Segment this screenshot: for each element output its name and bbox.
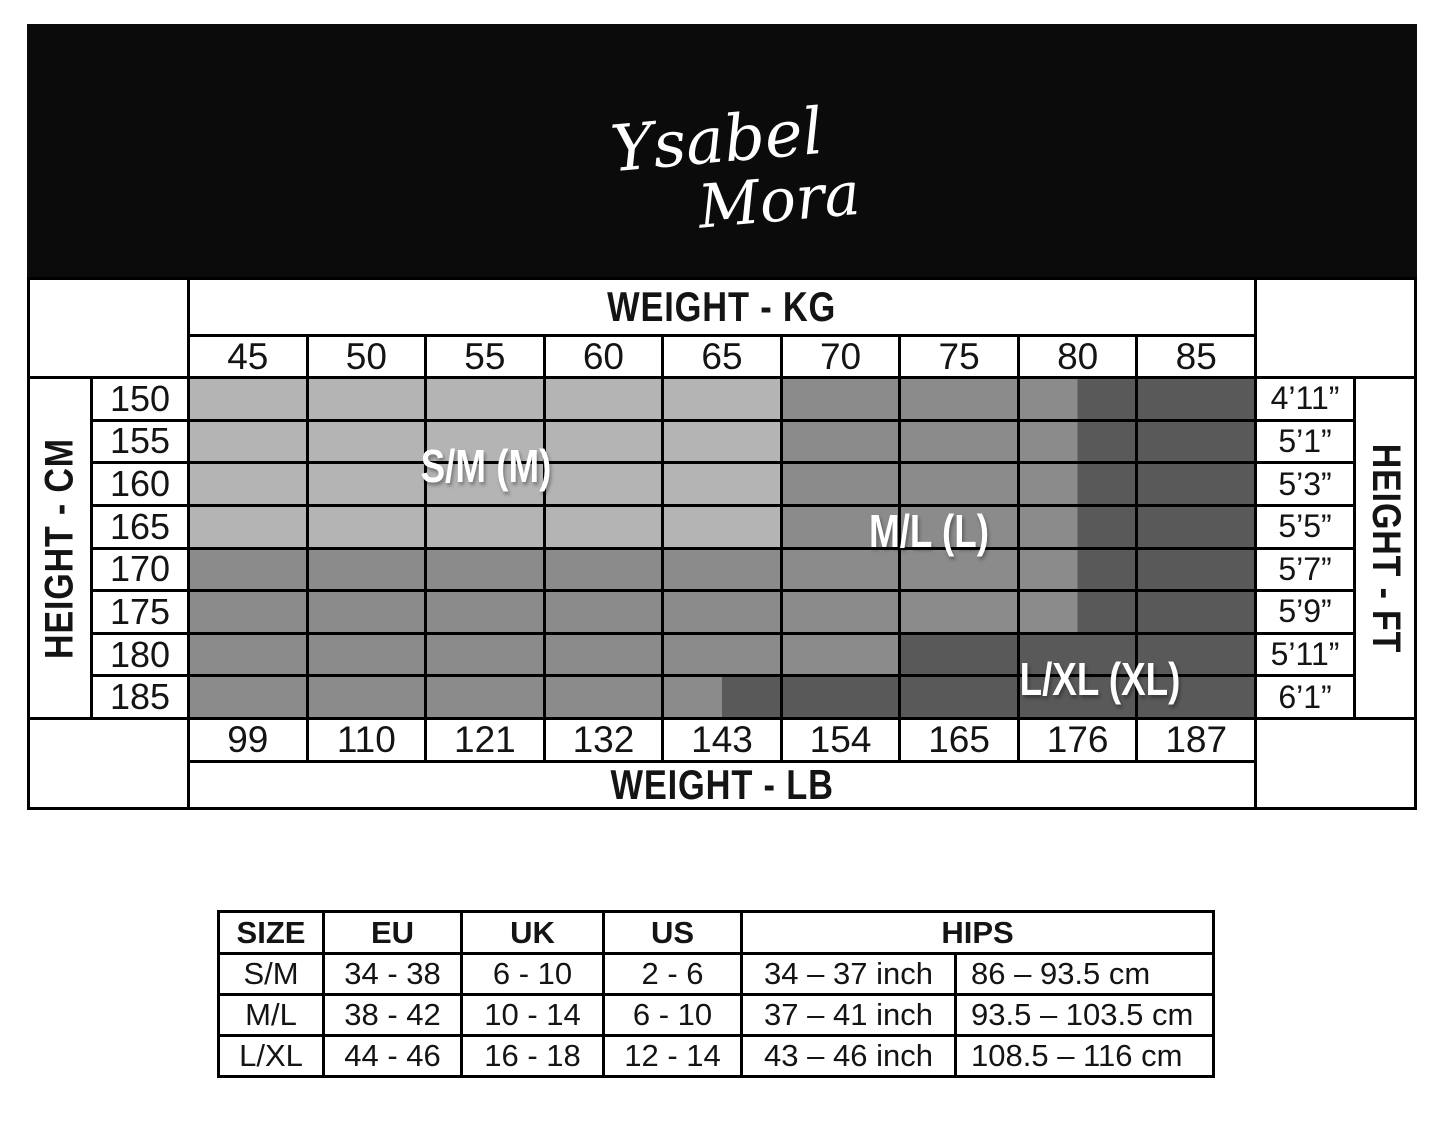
size-cell <box>190 677 306 717</box>
height-cm-tick: 155 <box>93 422 187 462</box>
size-cell <box>190 464 306 504</box>
us-value: 2 - 6 <box>605 955 740 993</box>
size-cell <box>309 422 425 462</box>
weight-kg-header-label: WEIGHT - KG <box>607 283 837 330</box>
weight-lb-tick: 110 <box>309 720 425 760</box>
size-cell <box>664 635 780 675</box>
size-cell <box>546 422 662 462</box>
size-cell <box>427 507 543 547</box>
size-cell <box>783 422 899 462</box>
brand-logo <box>607 80 967 250</box>
uk-value: 10 - 14 <box>463 996 602 1034</box>
weight-kg-tick: 65 <box>664 337 780 376</box>
weight-kg-tick: 75 <box>901 337 1017 376</box>
height-ft-header-label: HEIGHT - FT <box>1363 443 1408 653</box>
logo-line2: Mora <box>695 158 863 243</box>
eu-value: 38 - 42 <box>325 996 460 1034</box>
hips-inch-value: 43 – 46 inch <box>743 1037 954 1075</box>
size-cell <box>190 507 306 547</box>
weight-lb-tick: 132 <box>546 720 662 760</box>
weight-lb-tick: 154 <box>783 720 899 760</box>
size-cell <box>1138 507 1254 547</box>
size-cell <box>1020 507 1136 547</box>
size-cell <box>783 635 899 675</box>
size-cell <box>546 507 662 547</box>
weight-lb-tick: 143 <box>664 720 780 760</box>
weight-kg-tick: 85 <box>1138 337 1254 376</box>
size-cell <box>1020 379 1136 419</box>
weight-kg-tick: 50 <box>309 337 425 376</box>
size-cell <box>783 592 899 632</box>
size-cell <box>664 464 780 504</box>
size-grid <box>27 277 1417 810</box>
size-cell <box>664 550 780 590</box>
weight-lb-tick: 187 <box>1138 720 1254 760</box>
corner-cell-top-left <box>30 280 187 376</box>
size-cell <box>1020 550 1136 590</box>
size-cell <box>1020 592 1136 632</box>
size-cell <box>1020 464 1136 504</box>
region-label-sm: S/M (M) <box>420 440 552 492</box>
size-cell <box>901 379 1017 419</box>
height-ft-tick: 4’11” <box>1257 379 1353 419</box>
height-ft-tick: 5’1” <box>1257 422 1353 462</box>
size-cell <box>427 550 543 590</box>
logo-line1: Ysabel <box>607 94 827 188</box>
size-cell <box>427 592 543 632</box>
size-cell <box>190 635 306 675</box>
size-cell <box>309 507 425 547</box>
hips-cm-value: 93.5 – 103.5 cm <box>957 996 1212 1034</box>
weight-lb-tick: 121 <box>427 720 543 760</box>
size-cell <box>1020 422 1136 462</box>
col-header-uk: UK <box>463 913 602 952</box>
height-ft-header <box>1356 379 1414 717</box>
size-cell <box>427 379 543 419</box>
height-ft-tick: 5’3” <box>1257 464 1353 504</box>
size-cell <box>901 422 1017 462</box>
weight-lb-tick: 165 <box>901 720 1017 760</box>
size-cell <box>901 635 1017 675</box>
size-cell <box>1138 379 1254 419</box>
us-value: 6 - 10 <box>605 996 740 1034</box>
size-cell <box>190 379 306 419</box>
size-cell <box>546 550 662 590</box>
height-ft-tick: 5’9” <box>1257 592 1353 632</box>
size-cell <box>427 635 543 675</box>
size-cell <box>664 507 780 547</box>
corner-cell-bottom-right <box>1257 720 1414 807</box>
size-cell <box>309 464 425 504</box>
hips-cm-value: 86 – 93.5 cm <box>957 955 1212 993</box>
eu-value: 44 - 46 <box>325 1037 460 1075</box>
weight-kg-tick: 70 <box>783 337 899 376</box>
size-cell <box>1138 592 1254 632</box>
size-cell <box>783 379 899 419</box>
size-value: M/L <box>220 996 322 1034</box>
size-cell <box>309 677 425 717</box>
weight-lb-tick: 176 <box>1020 720 1136 760</box>
col-header-eu: EU <box>325 913 460 952</box>
hips-cm-value: 108.5 – 116 cm <box>957 1037 1212 1075</box>
height-cm-header-label: HEIGHT - CM <box>37 437 82 659</box>
height-cm-tick: 150 <box>93 379 187 419</box>
conversion-table <box>217 910 1215 1078</box>
size-cell <box>783 464 899 504</box>
weight-kg-header <box>190 280 1254 334</box>
region-label-ml: M/L (L) <box>869 505 989 557</box>
size-cell <box>901 464 1017 504</box>
height-cm-header <box>30 379 90 717</box>
col-header-us: US <box>605 913 740 952</box>
height-cm-tick: 160 <box>93 464 187 504</box>
height-ft-tick: 5’11” <box>1257 635 1353 675</box>
hips-inch-value: 34 – 37 inch <box>743 955 954 993</box>
weight-kg-tick: 55 <box>427 337 543 376</box>
height-ft-tick: 5’7” <box>1257 550 1353 590</box>
us-value: 12 - 14 <box>605 1037 740 1075</box>
weight-kg-tick: 60 <box>546 337 662 376</box>
height-cm-tick: 175 <box>93 592 187 632</box>
corner-cell-bottom-left <box>30 720 187 807</box>
height-ft-tick: 6’1” <box>1257 677 1353 717</box>
weight-kg-tick: 45 <box>190 337 306 376</box>
eu-value: 34 - 38 <box>325 955 460 993</box>
weight-lb-header <box>190 763 1254 807</box>
size-cell <box>1138 422 1254 462</box>
uk-value: 16 - 18 <box>463 1037 602 1075</box>
size-cell <box>664 592 780 632</box>
size-cell <box>190 592 306 632</box>
size-cell <box>309 379 425 419</box>
size-cell <box>1138 550 1254 590</box>
size-cell <box>309 635 425 675</box>
size-cell <box>783 677 899 717</box>
size-cell <box>1138 464 1254 504</box>
size-cell <box>309 592 425 632</box>
size-cell <box>901 592 1017 632</box>
size-cell <box>546 592 662 632</box>
height-cm-tick: 170 <box>93 550 187 590</box>
height-cm-tick: 185 <box>93 677 187 717</box>
size-cell <box>309 550 425 590</box>
size-cell <box>901 677 1017 717</box>
height-cm-tick: 165 <box>93 507 187 547</box>
size-cell <box>190 422 306 462</box>
height-cm-tick: 180 <box>93 635 187 675</box>
weight-lb-header-label: WEIGHT - LB <box>610 763 834 807</box>
size-cell <box>546 464 662 504</box>
col-header-size: SIZE <box>220 913 322 952</box>
height-ft-tick: 5’5” <box>1257 507 1353 547</box>
size-value: L/XL <box>220 1037 322 1075</box>
size-cell <box>664 677 780 717</box>
weight-lb-tick: 99 <box>190 720 306 760</box>
brand-banner <box>27 24 1417 277</box>
size-cell <box>546 635 662 675</box>
region-label-lxl: L/XL (XL) <box>1019 653 1181 705</box>
size-cell <box>664 422 780 462</box>
size-cell <box>664 379 780 419</box>
col-header-hips: HIPS <box>743 913 1212 952</box>
size-cell <box>427 677 543 717</box>
weight-kg-tick: 80 <box>1020 337 1136 376</box>
size-cell <box>190 550 306 590</box>
uk-value: 6 - 10 <box>463 955 602 993</box>
size-cell <box>546 379 662 419</box>
corner-cell-top-right <box>1257 280 1414 376</box>
size-value: S/M <box>220 955 322 993</box>
hips-inch-value: 37 – 41 inch <box>743 996 954 1034</box>
size-cell <box>546 677 662 717</box>
